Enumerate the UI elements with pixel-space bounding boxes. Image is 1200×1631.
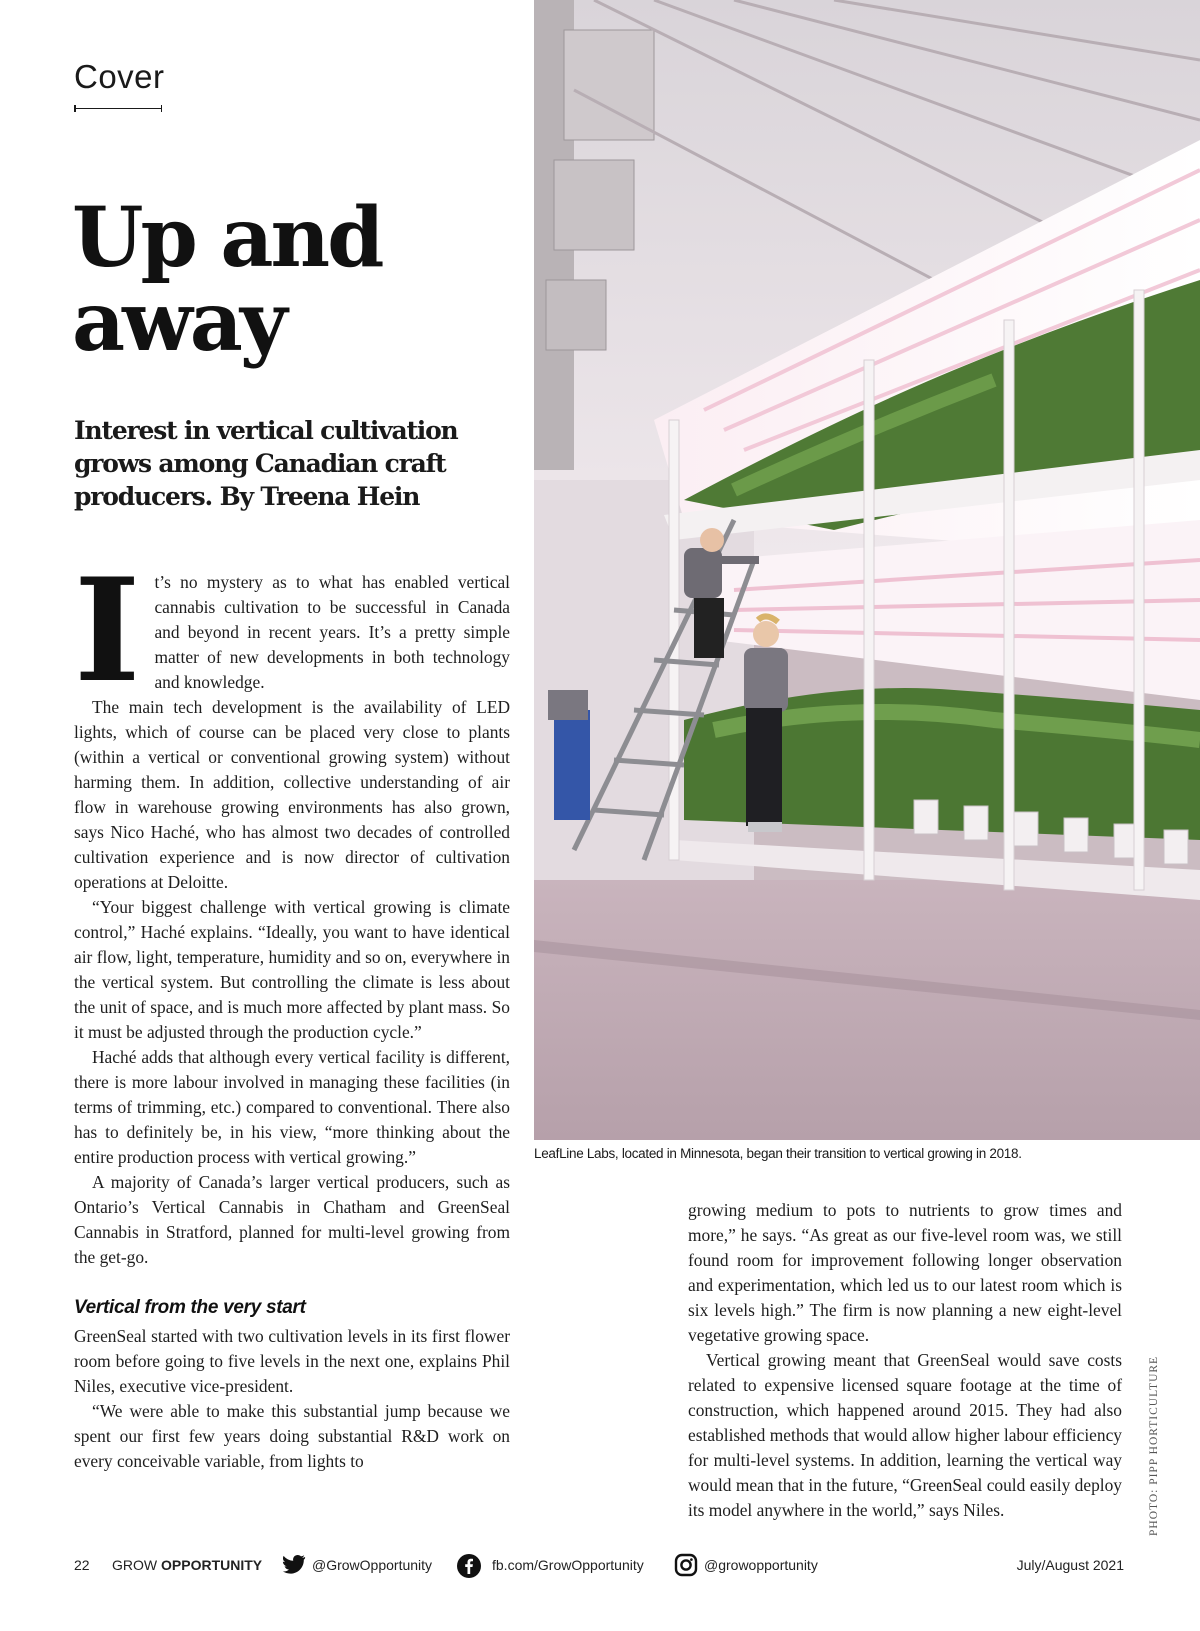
paragraph-1	[74, 548, 510, 714]
subhead: Vertical from the very start	[74, 1297, 306, 1318]
brand-bold: OPPORTUNITY	[161, 1557, 263, 1573]
paragraph-5: A majority of Canada’s larger vertical producers, such as Ontario’s Vertical Cannabis in Chatham and GreenSeal Cannabis in Stratford, planned for multi-level growing from the get-go.	[74, 1172, 510, 1267]
headline	[72, 190, 512, 370]
paragraph-7: “We were able to make this substantial jump because we spent our first few years doing substantial R&D work on every conceivable variable, from lights to	[74, 1401, 510, 1471]
issue-date: July/August 2021	[1016, 1557, 1124, 1573]
paragraph-4: Haché adds that although every vertical facility is different, there is more labour involved in managing these facilities (in terms of trimming, etc.) compared to conventional. There also has to definitely be, in his view, “more thinking about the entire production process with vertical growing.”	[74, 1047, 510, 1167]
paragraph-1-text: t’s no mystery as to what has enabled vertical cannabis cultivation to be successful in Canada and beyond in recent years. It’s a pretty simple matter of new developments in both technology and knowledge.	[154, 572, 510, 692]
paragraph-8: growing medium to pots to nutrients to grow times and more,” he says. “As great as our five-level room was, we still found room for improvement following longer observation and experimentation, which led us to our latest room which is six levels high.” The firm is now planning a new eight-level vegetative growing space.	[688, 1200, 1122, 1345]
byline: By Treena Hein	[219, 482, 420, 511]
drop-cap: I	[74, 548, 141, 714]
headline-line-1: Up and	[72, 190, 382, 286]
section-label: Cover	[74, 58, 165, 95]
article-column-left	[74, 548, 510, 1474]
section-rule	[74, 108, 162, 109]
facebook-icon	[456, 1553, 482, 1586]
paragraph-2: The main tech development is the availability of LED lights, which of course can be placed very close to plants (within a vertical or conventional growing system) without harming them. In addition, collective understanding of air flow in warehouse growing environments has also grown, says Nico Haché, who has almost two decades of controlled cultivation experience and is now director of cultivation operations at Deloitte.	[74, 697, 510, 892]
twitter-icon	[282, 1554, 306, 1583]
headline-line-2: away	[72, 274, 285, 370]
facebook-link[interactable]: fb.com/GrowOpportunity	[492, 1557, 644, 1573]
twitter-handle-link[interactable]: @GrowOpportunity	[312, 1557, 433, 1573]
photo-caption: LeafLine Labs, located in Minnesota, began their transition to vertical growing in 2018.	[534, 1146, 1022, 1161]
paragraph-9: Vertical growing meant that GreenSeal would save costs related to expensive licensed square footage at the time of construction, which happened around 2015. They had also established methods that would allow higher labour efficiency for multi-level systems. In addition, learning the vertical way would mean that in the future, “GreenSeal could easily deploy its model anywhere in the world,” says Niles.	[688, 1350, 1122, 1520]
deck	[74, 414, 514, 513]
brand-light: GROW	[112, 1557, 158, 1573]
instagram-handle-link[interactable]: @growopportunity	[704, 1557, 818, 1573]
instagram-icon	[674, 1553, 698, 1584]
grow-room-photo	[534, 0, 1200, 1140]
page-footer	[74, 1553, 1124, 1577]
page-number: 22	[74, 1557, 90, 1573]
article-column-right	[688, 1198, 1122, 1523]
deck-text: Interest in vertical cultivation grows among Canadian craft producers.	[74, 416, 458, 511]
paragraph-3: “Your biggest challenge with vertical growing is climate control,” Haché explains. “Ideally, you want to have identical air flow, light, temperature, humidity and so on, everywhere in the vertical system. But controlling the climate is less about the unit of space, and is much more affected by plant mass. So it must be adjusted through the production cycle.”	[74, 897, 510, 1042]
paragraph-6: GreenSeal started with two cultivation levels in its first flower room before going to five levels in the next one, explains Phil Niles, executive vice-president.	[74, 1326, 510, 1396]
photo-credit: PHOTO: PIPP HORTICULTURE	[1148, 1355, 1160, 1536]
magazine-brand	[112, 1553, 262, 1577]
